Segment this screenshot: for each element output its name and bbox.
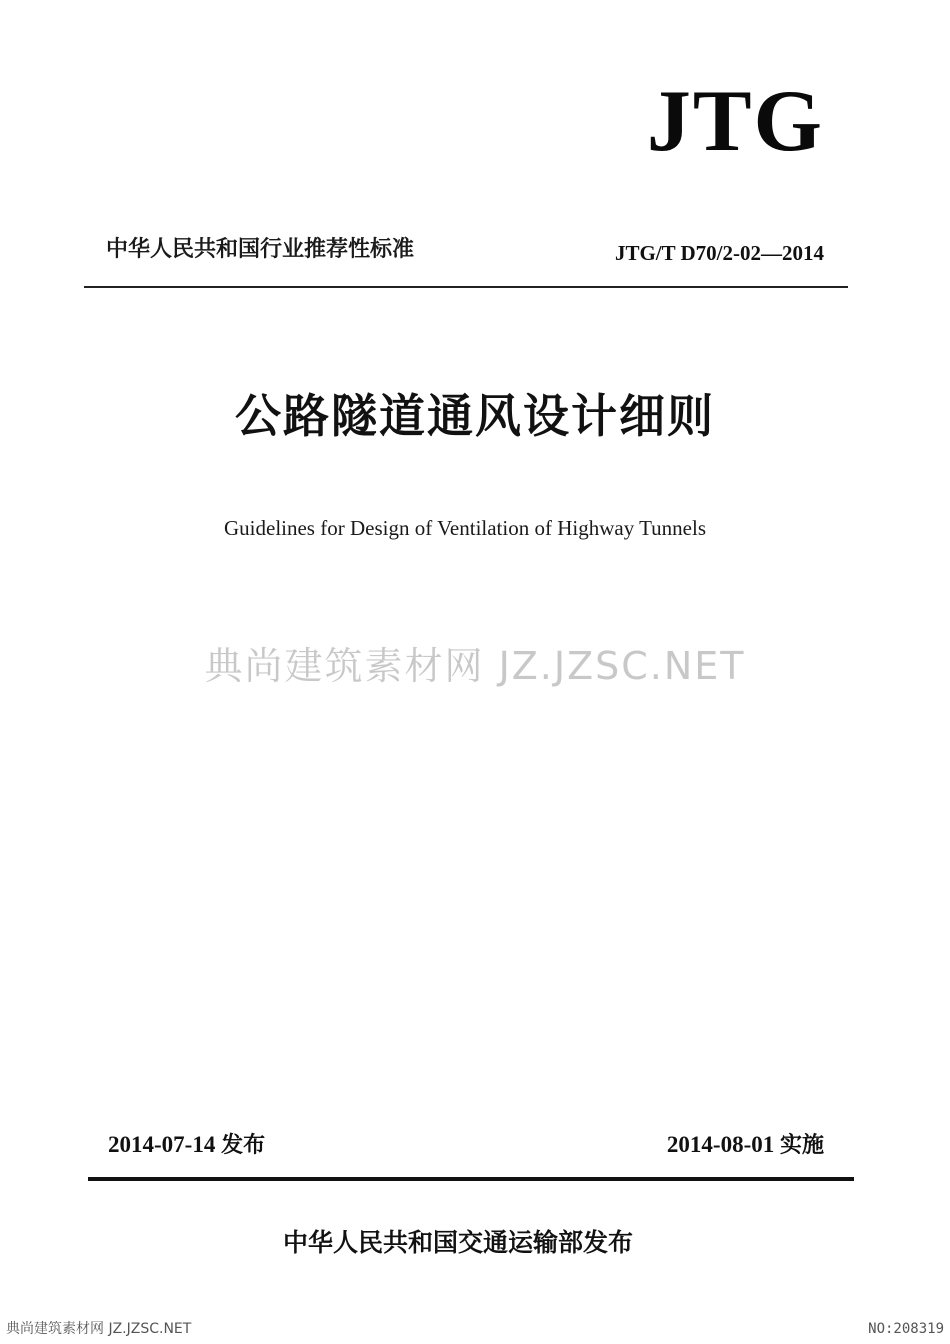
watermark: 典尚建筑素材网 JZ.JZSC.NET bbox=[204, 644, 746, 688]
effective-date-value: 2014-08-01 bbox=[666, 1132, 775, 1157]
footer-document-number: NO:208319 bbox=[868, 1321, 944, 1337]
document-title: 公路隧道通风设计细则 bbox=[235, 389, 715, 443]
issue-date bbox=[108, 1130, 265, 1161]
effective-date bbox=[667, 1130, 824, 1161]
jtg-logo: JTG bbox=[646, 73, 824, 170]
publisher: 中华人民共和国交通运输部发布 bbox=[282, 1228, 633, 1257]
issue-date-value: 2014-07-14 bbox=[108, 1132, 216, 1157]
standard-code: JTG/T D70/2-02—2014 bbox=[614, 241, 824, 265]
bottom-divider bbox=[88, 1177, 854, 1181]
document-subtitle-english: Guidelines for Design of Ventilation of Highway Tunnels bbox=[224, 516, 706, 540]
standard-category: 中华人民共和国行业推荐性标准 bbox=[106, 237, 415, 262]
top-divider bbox=[84, 286, 848, 288]
footer-site-name: 典尚建筑素材网 JZ.JZSC.NET bbox=[6, 1321, 192, 1337]
issue-date-label: 发布 bbox=[221, 1133, 266, 1158]
effective-date-label: 实施 bbox=[779, 1133, 824, 1158]
